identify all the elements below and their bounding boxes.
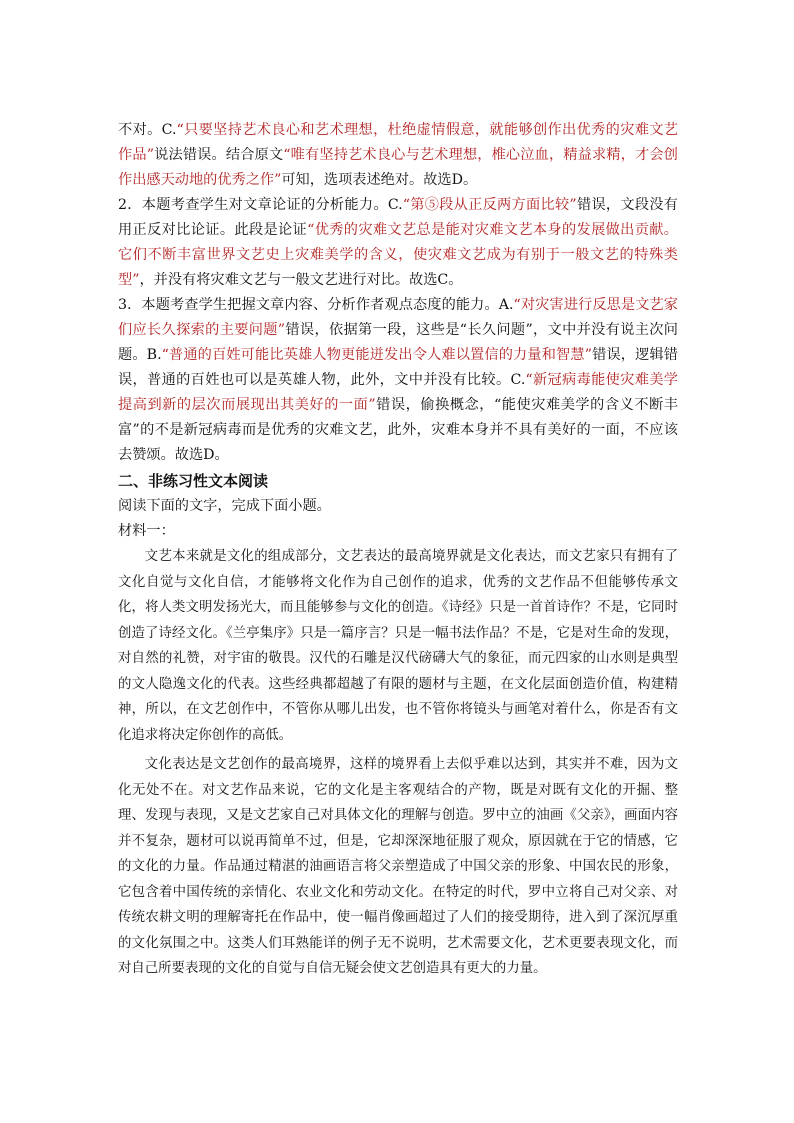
section-heading: 二、非练习性文本阅读 <box>118 472 269 490</box>
answer-text: 不对。C. <box>118 122 177 138</box>
quoted-option: “新冠病毒能使灾难美学提高到新的层次而展现出其美好的一面” <box>118 372 678 413</box>
answer-text: 错误，偷换概念，“能使灾难美学的含义不断丰富”的不是新冠病毒而是优秀的灾难文艺，此外，灾难本身并不具有美好的一面，不应该去赞颂。故选D。 <box>118 397 678 463</box>
quoted-option: “对灾害进行反思是文艺家们应长久探索的主要问题” <box>118 297 678 338</box>
answer-text: 说法错误。结合原文 <box>153 147 284 163</box>
document-page <box>118 118 678 982</box>
answer-text: 2．本题考查学生对文章论证的分析能力。C. <box>118 197 403 213</box>
answer-text: 错误，逻辑错误，普通的百姓也可以是英雄人物，此外，文中并没有比较。C. <box>118 347 678 388</box>
quoted-option: “只要坚持艺术良心和艺术理想，杜绝虚情假意，就能够创作出优秀的灾难文艺作品” <box>118 122 679 163</box>
quoted-option: “第⑤段从正反两方面比较” <box>402 197 577 213</box>
material-label: 材料一： <box>118 523 175 539</box>
answer-text: 可知，选项表述绝对。故选D。 <box>281 172 478 188</box>
quoted-source: “优秀的灾难文艺总是能对灾难文艺本身的发展做出贡献。它们不断丰富世界文艺史上灾难美学的含义，使灾难文艺成为有别于一般文艺的特殊类型” <box>118 222 678 288</box>
answer-text: 3．本题考查学生把握文章内容、分析作者观点态度的能力。A. <box>118 297 514 313</box>
answer-text: 错误，依据第一段，这些是“长久问题”，文中并没有说主次问题。B. <box>118 322 678 363</box>
answer-3 <box>118 293 678 468</box>
answer-2 <box>118 193 678 293</box>
reading-instruction: 阅读下面的文字，完成下面小题。 <box>118 498 331 514</box>
quoted-option: “普通的百姓可能比英雄人物更能迸发出令人难以置信的力量和智慧” <box>161 347 592 363</box>
answer-text: 错误，文段没有用正反对比论证。此段是论证 <box>118 197 678 238</box>
answer-text: ，并没有将灾难文艺与一般文艺进行对比。故选C。 <box>139 272 463 288</box>
material-paragraph-2: 文化表达是文艺创作的最高境界，这样的境界看上去似乎难以达到，其实并不难，因为文化无处不在。对文艺作品来说，它的文化是主客观结合的产物，既是对既有文化的开掘、整理、发现与表现，又是文艺家自己对具体文化的理解与创造。罗中立的油画《父亲》，画面内容并不复杂，题材可以说再简单不过，但是，它却深深地征服了观众，原因就在于它的情感，它的文化的力量。作品通过精湛的油画语言将父亲塑造成了中国父亲的形象、中国农民的形象，它包含着中国传统的亲情化、农业文化和劳动文化。在特定的时代，罗中立将自己对父亲、对传统农耕文明的理解寄托在作品中，使一幅肖像画超过了人们的接受期待，进入到了深沉厚重的文化氛围之中。这类人们耳熟能详的例子无不说明，艺术需要文化，艺术更要表现文化，而对自己所要表现的文化的自觉与自信无疑会使文艺创造具有更大的力量。 <box>118 757 678 976</box>
answer-1-tail <box>118 118 678 193</box>
material-paragraph-1: 文艺本来就是文化的组成部分，文艺表达的最高境界就是文化表达，而文艺家只有拥有了文化自觉与文化自信，才能够将文化作为自己创作的追求，优秀的文艺作品不但能够传承文化，将人类文明发扬光大，而且能够参与文化的创造。《诗经》只是一首首诗作？不是，它同时创造了诗经文化。《兰亭集序》只是一篇序言？只是一幅书法作品？不是，它是对生命的发现，对自然的礼赞，对宇宙的敬畏。汉代的石雕是汉代磅礴大气的象征，而元四家的山水则是典型的文人隐逸文化的代表。这些经典都超越了有限的题材与主题，在文化层面创造价值，构建精神，所以，在文艺创作中，不管你从哪儿出发，也不管你将镜头与画笔对着什么，你是否有文化追求将决定你创作的高低。 <box>118 549 678 743</box>
quoted-source: “唯有坚持艺术良心与艺术理想，椎心泣血，精益求精，才会创作出感天动地的优秀之作” <box>118 147 678 188</box>
